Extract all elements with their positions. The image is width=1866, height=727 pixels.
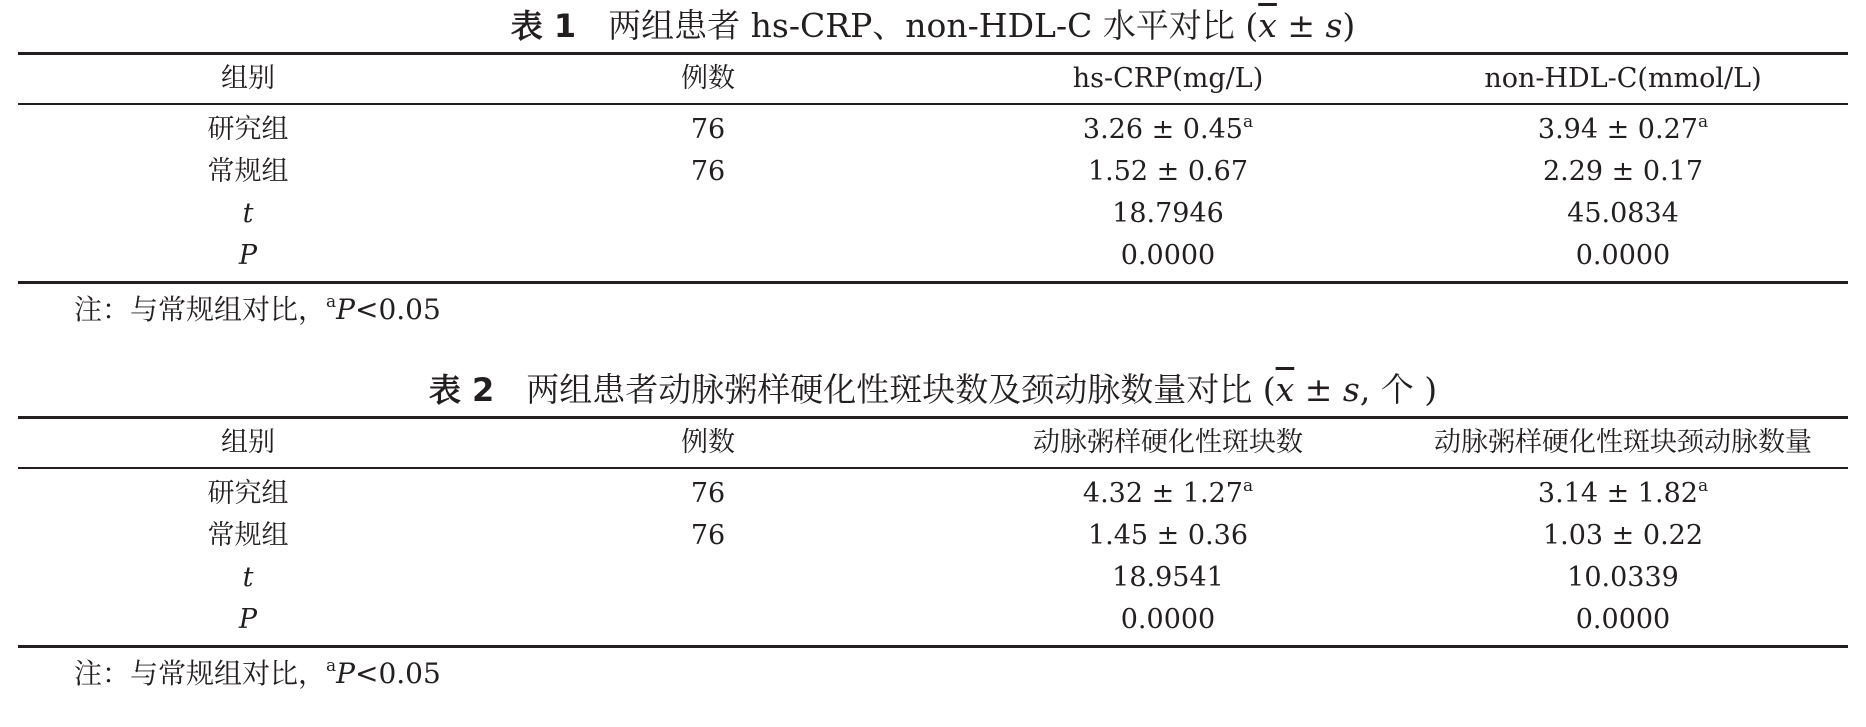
table-1-title: 两组患者 hs-CRP、non-HDL-C 水平对比 ( — [608, 6, 1259, 45]
table-row — [18, 515, 1848, 557]
cell-count — [478, 557, 938, 599]
table-2 — [18, 419, 1848, 645]
significance-superscript: a — [1697, 112, 1709, 132]
table-row — [18, 599, 1848, 645]
cell-non-hdl-c: 0.0000 — [1575, 240, 1671, 271]
header-non-hdl-c: non-HDL-C(mmol/L) — [1484, 63, 1762, 94]
table-row — [18, 469, 1848, 515]
header-group: 组别 — [221, 427, 275, 458]
cell-count: 76 — [690, 156, 726, 187]
cell-value: 1.52 ± 0.67 — [1087, 156, 1249, 187]
caption-close-paren: ) — [1413, 370, 1438, 409]
cell-value: 2.29 ± 0.17 — [1542, 156, 1704, 187]
plus-minus-symbol: ± — [1294, 370, 1343, 409]
cell-hs-crp — [938, 105, 1398, 151]
table-row — [18, 235, 1848, 281]
cell-group: 研究组 — [207, 478, 289, 509]
note-superscript: a — [326, 656, 337, 676]
table-1 — [18, 55, 1848, 281]
cell-value: 4.32 ± 1.27 — [1082, 478, 1243, 509]
cell-hs-crp: 18.7946 — [1112, 198, 1224, 229]
cell-p-label: P — [238, 604, 258, 635]
table-row — [18, 105, 1848, 151]
table-2-block — [18, 364, 1848, 696]
header-row — [18, 419, 1848, 467]
cell-hs-crp: 0.0000 — [1120, 240, 1216, 271]
cell-group: 研究组 — [207, 114, 289, 145]
table-2-caption — [18, 364, 1848, 416]
cell-value: 3.26 ± 0.45 — [1082, 114, 1243, 145]
cell-non-hdl-c — [1398, 151, 1848, 193]
cell-carotid-count: 10.0339 — [1567, 562, 1679, 593]
caption-close-paren: ) — [1342, 6, 1356, 45]
header-carotid-count: 动脉粥样硬化性斑块颈动脉数量 — [1434, 427, 1812, 458]
note-superscript: a — [326, 292, 337, 312]
table-1-block — [18, 0, 1848, 332]
table-row — [18, 193, 1848, 235]
significance-superscript: a — [1697, 476, 1709, 496]
note-p-symbol: P — [336, 293, 355, 326]
cell-group: 常规组 — [207, 156, 289, 187]
header-count: 例数 — [681, 63, 735, 94]
cell-plaque-count: 18.9541 — [1112, 562, 1224, 593]
cell-group: 常规组 — [207, 520, 289, 551]
cell-plaque-count: 0.0000 — [1120, 604, 1216, 635]
cell-count — [478, 235, 938, 281]
cell-carotid-count — [1398, 469, 1848, 515]
cell-count — [478, 193, 938, 235]
table-2-title: 两组患者动脉粥样硬化性斑块数及颈动脉数量对比 ( — [526, 370, 1276, 409]
header-plaque-count: 动脉粥样硬化性斑块数 — [1033, 427, 1303, 458]
mean-symbol: $\overline{x}$ — [1275, 370, 1295, 409]
header-hs-crp: hs-CRP(mg/L) — [1072, 63, 1264, 94]
cell-value: 1.03 ± 0.22 — [1542, 520, 1704, 551]
cell-hs-crp — [938, 151, 1398, 193]
cell-value: 3.14 ± 1.82 — [1537, 478, 1698, 509]
note-suffix: <0.05 — [355, 657, 441, 690]
cell-count: 76 — [690, 520, 726, 551]
table-1-caption — [18, 0, 1848, 52]
table-2-label: 表 2 — [428, 371, 495, 409]
sd-symbol: s — [1342, 370, 1360, 409]
cell-plaque-count — [938, 469, 1398, 515]
table-2-note — [18, 648, 1848, 696]
cell-count: 76 — [690, 478, 726, 509]
note-p-symbol: P — [336, 657, 355, 690]
note-prefix: 注：与常规组对比， — [74, 293, 327, 326]
header-count: 例数 — [681, 427, 735, 458]
significance-superscript: a — [1242, 112, 1254, 132]
cell-value: 3.94 ± 0.27 — [1537, 114, 1698, 145]
cell-non-hdl-c — [1398, 105, 1848, 151]
table-1-label: 表 1 — [510, 7, 577, 45]
cell-t-label: t — [242, 562, 254, 593]
plus-minus-symbol: ± — [1276, 6, 1326, 45]
mean-symbol: $\overline{x}$ — [1258, 6, 1277, 45]
caption-unit: , 个 — [1359, 370, 1414, 409]
table-1-note — [18, 284, 1848, 332]
cell-t-label: t — [242, 198, 254, 229]
cell-plaque-count — [938, 515, 1398, 557]
note-prefix: 注：与常规组对比， — [74, 657, 327, 690]
cell-non-hdl-c: 45.0834 — [1567, 198, 1679, 229]
cell-carotid-count: 0.0000 — [1575, 604, 1671, 635]
cell-carotid-count — [1398, 515, 1848, 557]
cell-count: 76 — [690, 114, 726, 145]
note-suffix: <0.05 — [355, 293, 441, 326]
cell-p-label: P — [238, 240, 258, 271]
table-row — [18, 557, 1848, 599]
header-group: 组别 — [221, 63, 275, 94]
cell-value: 1.45 ± 0.36 — [1087, 520, 1249, 551]
header-row — [18, 55, 1848, 103]
significance-superscript: a — [1242, 476, 1254, 496]
cell-count — [478, 599, 938, 645]
sd-symbol: s — [1325, 6, 1343, 45]
table-row — [18, 151, 1848, 193]
